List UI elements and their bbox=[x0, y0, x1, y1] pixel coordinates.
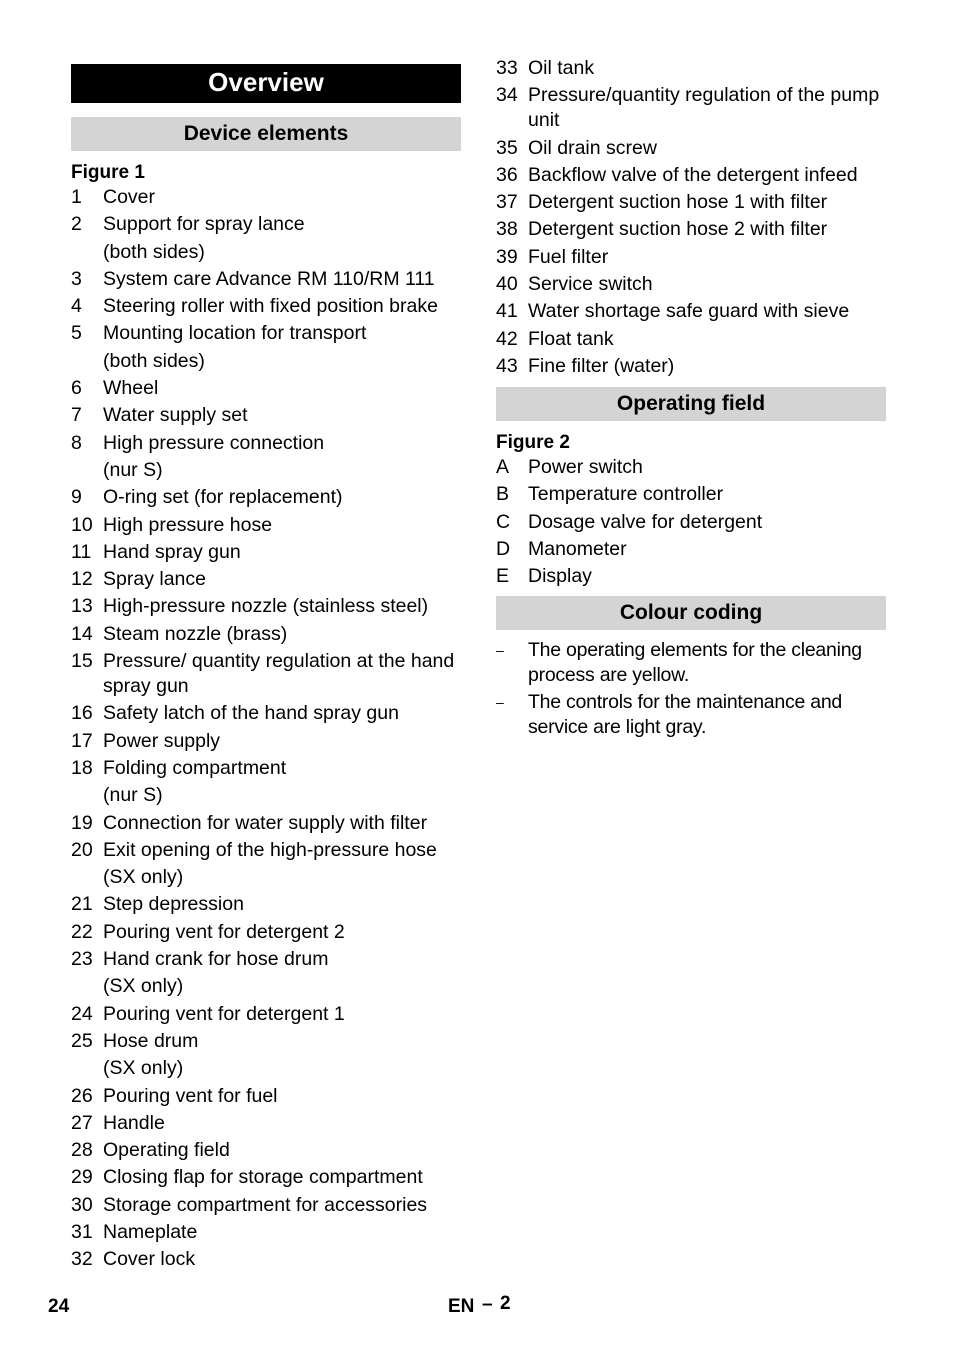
item-text: Safety latch of the hand spray gun bbox=[103, 702, 399, 725]
item-text-continuation: (SX only) bbox=[103, 1057, 184, 1080]
item-number: D bbox=[496, 537, 511, 560]
item-text: Pouring vent for fuel bbox=[103, 1084, 278, 1107]
list-item bbox=[71, 1029, 461, 1054]
list-item-continuation bbox=[71, 240, 461, 265]
item-text: Support for spray lance bbox=[103, 213, 305, 236]
list-item bbox=[71, 185, 461, 210]
figure-1-label: Figure 1 bbox=[71, 162, 145, 183]
item-number: 10 bbox=[71, 513, 93, 536]
list-item-continuation bbox=[71, 349, 461, 374]
item-number: 16 bbox=[71, 702, 93, 725]
item-text: Manometer bbox=[528, 537, 627, 560]
list-item bbox=[496, 245, 886, 270]
left-column bbox=[71, 56, 461, 1275]
list-item bbox=[496, 455, 886, 480]
list-item bbox=[71, 321, 461, 346]
item-number: 40 bbox=[496, 273, 518, 296]
list-item bbox=[71, 892, 461, 917]
list-item bbox=[71, 920, 461, 945]
item-text: Power supply bbox=[103, 729, 221, 752]
footer-dash: – bbox=[482, 1294, 493, 1315]
item-text: Backflow valve of the detergent infeed bbox=[528, 163, 858, 186]
item-text-continuation: (SX only) bbox=[103, 975, 184, 998]
item-number: 3 bbox=[71, 267, 82, 290]
item-text: High pressure hose bbox=[103, 513, 273, 536]
list-item-continuation bbox=[71, 1056, 461, 1081]
list-item bbox=[496, 510, 886, 535]
item-number: 24 bbox=[71, 1002, 93, 1025]
item-number: 4 bbox=[71, 295, 82, 318]
item-number: 35 bbox=[496, 136, 518, 159]
list-item bbox=[496, 537, 886, 562]
list-item bbox=[496, 299, 886, 324]
item-text: Exit opening of the high-pressure hose bbox=[103, 838, 437, 861]
list-item bbox=[71, 540, 461, 565]
list-item bbox=[496, 56, 886, 81]
colour-coding-heading: Colour coding bbox=[496, 596, 886, 630]
list-item bbox=[71, 756, 461, 781]
item-number: 43 bbox=[496, 354, 518, 377]
item-number: 13 bbox=[71, 595, 93, 618]
list-item bbox=[71, 403, 461, 428]
item-text: Temperature controller bbox=[528, 483, 724, 506]
item-text: Spray lance bbox=[103, 568, 206, 591]
item-number: 39 bbox=[496, 245, 518, 268]
item-number-spacer bbox=[71, 974, 103, 999]
item-number: 37 bbox=[496, 191, 518, 214]
list-item bbox=[71, 1220, 461, 1245]
item-text-continuation: (SX only) bbox=[103, 866, 184, 889]
item-number: 9 bbox=[71, 486, 82, 509]
item-number: 12 bbox=[71, 568, 93, 591]
list-item-continuation bbox=[71, 783, 461, 808]
item-number: 15 bbox=[71, 650, 93, 673]
item-text: Detergent suction hose 1 with filter bbox=[528, 191, 828, 214]
item-text: Oil drain screw bbox=[528, 136, 657, 159]
item-text: Fine filter (water) bbox=[528, 354, 675, 377]
list-item bbox=[71, 1247, 461, 1272]
item-text: Oil tank bbox=[528, 57, 595, 79]
item-number: 31 bbox=[71, 1220, 93, 1243]
list-item bbox=[71, 838, 461, 863]
operating-field-heading: Operating field bbox=[496, 387, 886, 421]
list-item bbox=[71, 1193, 461, 1218]
item-text: Power switch bbox=[528, 455, 643, 478]
item-number: 8 bbox=[71, 431, 82, 454]
list-item bbox=[71, 485, 461, 510]
item-number: 26 bbox=[71, 1084, 93, 1107]
list-item bbox=[71, 1002, 461, 1027]
item-number: 1 bbox=[71, 186, 82, 208]
item-text: Hand crank for hose drum bbox=[103, 948, 329, 971]
item-text: Handle bbox=[103, 1111, 165, 1134]
item-number: 27 bbox=[71, 1111, 93, 1134]
item-text: Cover bbox=[103, 186, 156, 208]
item-text: Wheel bbox=[103, 377, 159, 400]
item-number: 20 bbox=[71, 838, 93, 861]
footer-language: EN bbox=[448, 1296, 475, 1317]
bullet-dash: – bbox=[496, 642, 504, 659]
item-number-spacer bbox=[71, 240, 103, 265]
list-item bbox=[71, 701, 461, 726]
item-number: B bbox=[496, 483, 510, 506]
list-item bbox=[71, 947, 461, 972]
item-number: 22 bbox=[71, 920, 93, 943]
list-item-continuation bbox=[71, 974, 461, 999]
item-text: Display bbox=[528, 565, 592, 588]
item-number: A bbox=[496, 455, 510, 478]
item-number: 34 bbox=[496, 84, 518, 107]
list-item bbox=[71, 513, 461, 538]
item-text: System care Advance RM 110/RM 111 bbox=[103, 267, 435, 290]
item-text: Hose drum bbox=[103, 1029, 199, 1052]
list-item bbox=[71, 212, 461, 237]
list-item bbox=[71, 594, 461, 619]
item-number: 25 bbox=[71, 1029, 93, 1052]
list-item bbox=[496, 190, 886, 215]
item-number: 11 bbox=[71, 540, 92, 563]
list-item bbox=[71, 1138, 461, 1163]
item-number: E bbox=[496, 565, 510, 588]
list-item-continuation bbox=[71, 865, 461, 890]
item-number: 21 bbox=[71, 893, 93, 916]
item-number: 32 bbox=[71, 1248, 93, 1271]
item-number: 19 bbox=[71, 811, 93, 834]
item-number: 30 bbox=[71, 1193, 93, 1216]
item-number: 17 bbox=[71, 729, 93, 752]
item-number-spacer bbox=[71, 349, 103, 374]
item-number: 28 bbox=[71, 1139, 93, 1162]
list-item bbox=[71, 267, 461, 292]
device-elements-list-part-1 bbox=[71, 185, 461, 1272]
item-number: 6 bbox=[71, 377, 82, 400]
item-text: Closing flap for storage compartment bbox=[103, 1166, 423, 1189]
list-item bbox=[71, 1111, 461, 1136]
item-text: Hand spray gun bbox=[103, 540, 241, 563]
list-item bbox=[71, 1165, 461, 1190]
item-text: Folding compartment bbox=[103, 756, 287, 779]
item-text: High-pressure nozzle (stainless steel) bbox=[103, 595, 429, 618]
item-number-spacer bbox=[71, 458, 103, 483]
list-item bbox=[496, 217, 886, 242]
list-item bbox=[496, 354, 886, 379]
list-item bbox=[71, 649, 461, 699]
page-number: 24 bbox=[48, 1296, 70, 1317]
item-text: Detergent suction hose 2 with filter bbox=[528, 218, 828, 241]
item-text: Pressure/ quantity regulation at the hand spray gun bbox=[103, 650, 455, 698]
item-text: Step depression bbox=[103, 893, 244, 916]
list-item bbox=[71, 294, 461, 319]
item-number: 41 bbox=[496, 300, 518, 323]
list-item bbox=[71, 729, 461, 754]
item-text-continuation: (both sides) bbox=[103, 240, 205, 263]
item-number-spacer bbox=[71, 865, 103, 890]
list-item bbox=[496, 327, 886, 352]
item-text: Nameplate bbox=[103, 1220, 198, 1243]
item-text: Water supply set bbox=[103, 404, 248, 427]
footer-section-page: 2 bbox=[500, 1293, 511, 1314]
item-text: Steam nozzle (brass) bbox=[103, 622, 288, 645]
list-item bbox=[496, 163, 886, 188]
item-number: 29 bbox=[71, 1166, 93, 1189]
item-text: Steering roller with fixed position brake bbox=[103, 295, 438, 318]
item-number: 38 bbox=[496, 218, 518, 241]
bullet-dash: – bbox=[496, 694, 504, 711]
right-column bbox=[496, 56, 886, 742]
item-number: 2 bbox=[71, 213, 82, 236]
item-text: Float tank bbox=[528, 327, 614, 350]
item-text: Storage compartment for accessories bbox=[103, 1193, 428, 1216]
item-text-continuation: (both sides) bbox=[103, 349, 205, 372]
item-text-continuation: (nur S) bbox=[103, 784, 163, 807]
item-number: 7 bbox=[71, 404, 82, 427]
colour-coding-list bbox=[496, 638, 886, 740]
item-text-continuation: (nur S) bbox=[103, 458, 163, 481]
figure-2-label: Figure 2 bbox=[496, 431, 570, 453]
item-number: 36 bbox=[496, 163, 518, 186]
item-text: O-ring set (for replacement) bbox=[103, 486, 343, 509]
item-text: Connection for water supply with filter bbox=[103, 811, 428, 834]
list-item bbox=[496, 83, 886, 133]
list-item bbox=[71, 567, 461, 592]
device-elements-heading: Device elements bbox=[71, 117, 461, 151]
item-text: Dosage valve for detergent bbox=[528, 510, 763, 533]
bullet-item bbox=[496, 690, 886, 740]
list-item bbox=[496, 272, 886, 297]
item-number-spacer bbox=[71, 1056, 103, 1081]
list-item-continuation bbox=[71, 458, 461, 483]
item-text: Pouring vent for detergent 2 bbox=[103, 920, 345, 943]
list-item bbox=[71, 1084, 461, 1109]
item-number-spacer bbox=[71, 783, 103, 808]
item-text: High pressure connection bbox=[103, 431, 325, 454]
item-text: Fuel filter bbox=[528, 245, 609, 268]
list-item bbox=[71, 431, 461, 456]
item-number: 23 bbox=[71, 948, 93, 971]
item-text: Operating field bbox=[103, 1139, 230, 1162]
device-elements-list-part-2 bbox=[496, 56, 886, 379]
item-text: Pouring vent for detergent 1 bbox=[103, 1002, 345, 1025]
item-number: 18 bbox=[71, 756, 93, 779]
item-text: Mounting location for transport bbox=[103, 322, 367, 345]
item-number: C bbox=[496, 510, 511, 533]
list-item bbox=[71, 811, 461, 836]
list-item bbox=[496, 136, 886, 161]
item-number: 5 bbox=[71, 322, 82, 345]
item-text: Cover lock bbox=[103, 1248, 196, 1271]
item-text: Service switch bbox=[528, 273, 653, 296]
bullet-text: The operating elements for the cleaning process are yellow. bbox=[528, 639, 862, 687]
list-item bbox=[496, 482, 886, 507]
bullet-item bbox=[496, 638, 886, 688]
item-text: Pressure/quantity regulation of the pump unit bbox=[528, 84, 880, 132]
overview-title: Overview bbox=[71, 64, 461, 103]
item-number: 42 bbox=[496, 327, 518, 350]
bullet-text: The controls for the maintenance and service are light gray. bbox=[528, 691, 843, 739]
list-item bbox=[71, 622, 461, 647]
item-text: Water shortage safe guard with sieve bbox=[528, 300, 850, 323]
operating-field-list bbox=[496, 455, 886, 589]
list-item bbox=[496, 564, 886, 589]
list-item bbox=[71, 376, 461, 401]
item-number: 33 bbox=[496, 57, 518, 79]
item-number: 14 bbox=[71, 622, 93, 645]
